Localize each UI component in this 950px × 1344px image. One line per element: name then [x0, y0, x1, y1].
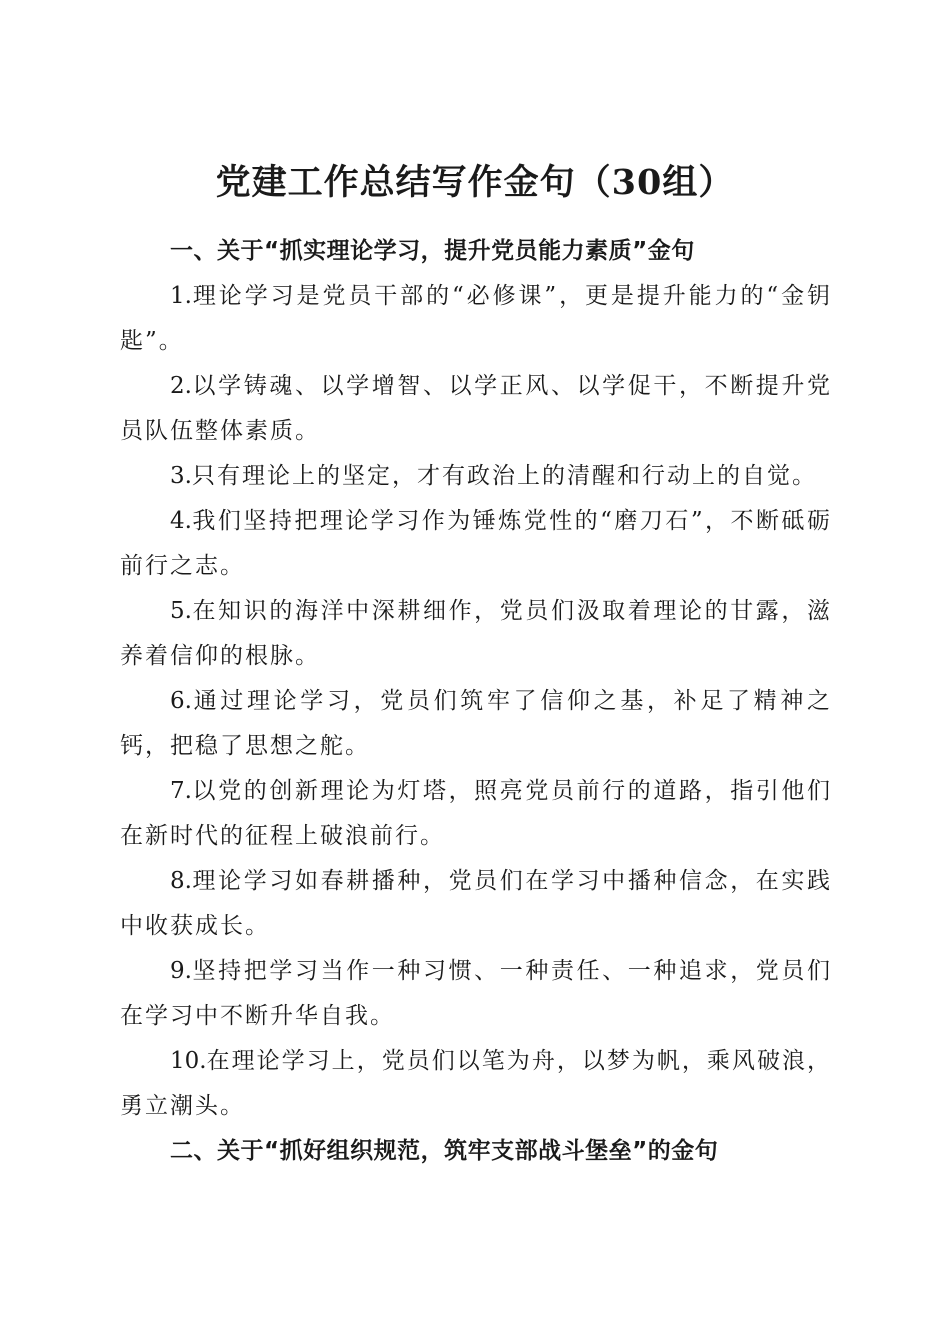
item-text: 以党的创新理论为灯塔，照亮党员前行的道路，指引他们在新时代的征程上破浪前行。 [120, 778, 832, 849]
item-text: 理论学习如春耕播种，党员们在学习中播种信念，在实践中收获成长。 [120, 868, 832, 939]
item-number: 1. [170, 283, 192, 309]
item-text: 通过理论学习，党员们筑牢了信仰之基，补足了精神之钙，把稳了思想之舵。 [120, 688, 832, 759]
list-item [120, 859, 832, 949]
item-number: 5. [170, 598, 192, 624]
list-item [120, 589, 832, 679]
item-text: 只有理论上的坚定，才有政治上的清醒和行动上的自觉。 [191, 463, 817, 489]
list-item [120, 949, 832, 1039]
list-item [120, 499, 832, 589]
document-title: 党建工作总结写作金句（30组） [215, 162, 735, 204]
document-body [120, 229, 832, 1174]
section-heading-2: 二、关于“抓好组织规范，筑牢支部战斗堡垒”的金句 [170, 1138, 719, 1164]
item-text: 坚持把学习当作一种习惯、一种责任、一种追求，党员们在学习中不断升华自我。 [120, 958, 832, 1029]
item-text: 我们坚持把理论学习作为锤炼党性的“磨刀石”，不断砥砺前行之志。 [120, 508, 832, 579]
list-item [120, 364, 832, 454]
item-number: 2. [170, 373, 192, 399]
item-number: 9. [170, 958, 192, 984]
list-item [120, 1039, 832, 1129]
item-text: 理论学习是党员干部的“必修课”，更是提升能力的“金钥匙”。 [120, 283, 832, 354]
item-text: 以学铸魂、以学增智、以学正风、以学促干，不断提升党员队伍整体素质。 [120, 373, 832, 444]
item-text: 在知识的海洋中深耕细作，党员们汲取着理论的甘露，滋养着信仰的根脉。 [120, 598, 832, 669]
list-item [120, 274, 832, 364]
list-item [120, 679, 832, 769]
item-number: 8. [170, 868, 192, 894]
section-heading-1: 一、关于“抓实理论学习，提升党员能力素质”金句 [170, 238, 695, 264]
item-number: 6. [170, 688, 192, 714]
list-item [120, 769, 832, 859]
item-number: 3. [170, 463, 192, 489]
list-item [120, 454, 832, 499]
item-text: 在理论学习上，党员们以笔为舟，以梦为帆，乘风破浪，勇立潮头。 [120, 1048, 832, 1119]
item-number: 4. [170, 508, 192, 534]
item-number: 7. [170, 778, 192, 804]
item-number: 10. [170, 1048, 207, 1074]
